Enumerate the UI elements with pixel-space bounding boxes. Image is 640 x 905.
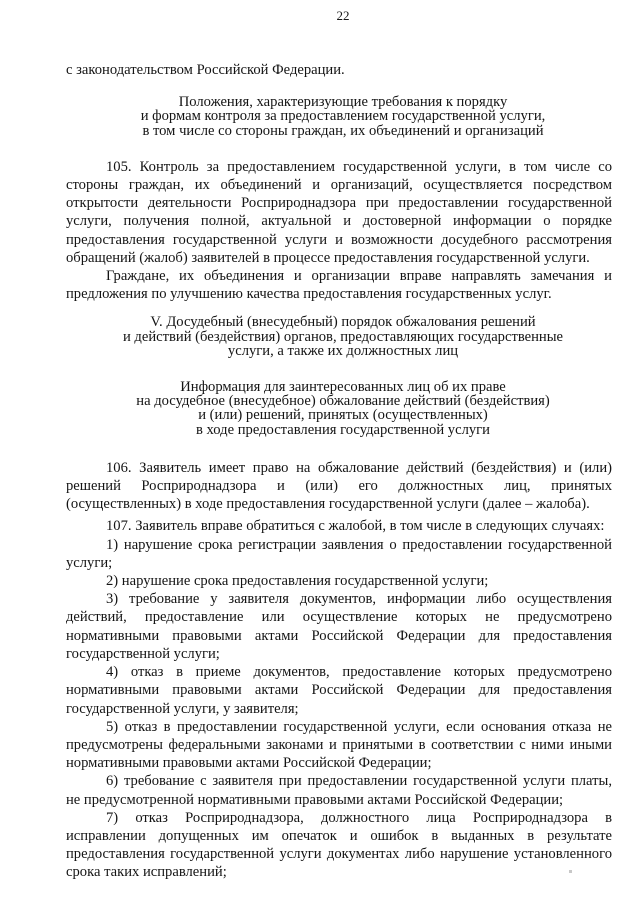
heading-line: и формам контроля за предоставлением государственной услуги,	[140, 108, 546, 125]
list-item: 1) нарушение срока регистрации заявления о предоставлении государственной услуги;	[66, 536, 612, 571]
appeal-cases-list	[66, 536, 612, 882]
list-item: 4) отказ в приеме документов, предоставление которых предусмотрено нормативными правовыми актами Российской Федерации для предоставления государственной услуги, у заявителя;	[66, 664, 612, 717]
scan-artifact	[569, 870, 572, 873]
heading-line: на досудебное (внесудебное) обжалование действий (бездействия)	[136, 393, 550, 410]
heading-line: Положения, характеризующие требования к порядку	[178, 94, 508, 111]
heading-line: услуги, а также их должностных лиц	[227, 342, 459, 359]
heading-control-requirements	[66, 95, 612, 138]
list-item: 5) отказ в предоставлении государственной услуги, если основания отказа не предусмотрены федеральными законами и принятыми в соответствии с ними иными нормативными правовыми актами Российской Федерации;	[66, 718, 612, 772]
list-item: 2) нарушение срока предоставления государственной услуги;	[106, 573, 489, 590]
paragraph-107: 107. Заявитель вправе обратиться с жалобой, в том числе в следующих случаях:	[106, 518, 605, 535]
heading-line: и (или) решений, принятых (осуществленных)	[198, 407, 488, 424]
list-item: 6) требование с заявителя при предоставлении государственной услуги платы, не предусмотренной нормативными правовыми актами Российской Федерации;	[66, 773, 612, 808]
continuation-text: с законодательством Российской Федерации.	[66, 62, 345, 78]
paragraph-105: 105. Контроль за предоставлением государственной услуги, в том числе со стороны граждан, их объединений и организаций, осуществляется посредством открытости деятельности Росприроднадзора при предоставлении государственной услуги, получения полной, актуальной и достоверной информации о порядке предоставления государственной услуги и возможности досудебного рассмотрения обращений (жалоб) заявителей в процессе предоставления государственной услуги.	[66, 158, 612, 266]
paragraph-citizens: Граждане, их объединения и организации вправе направлять замечания и предложения по улучшению качества предоставления государственных услуг.	[66, 268, 612, 303]
heading-section-v	[66, 315, 612, 358]
heading-line: V. Досудебный (внесудебный) порядок обжалования решений	[150, 314, 536, 331]
heading-line: в ходе предоставления государственной услуги	[196, 421, 490, 438]
heading-line: в том числе со стороны граждан, их объединений и организаций	[142, 122, 544, 139]
heading-line: и действий (бездействия) органов, предоставляющих государственные	[122, 328, 564, 345]
list-item: 3) требование у заявителя документов, информации либо осуществления действий, предоставление или осуществление которых не предусмотрено нормативными правовыми актами Российской Федерации для предоставления государственной услуги;	[66, 591, 612, 662]
heading-appeal-information	[66, 380, 612, 437]
paragraph-106: 106. Заявитель имеет право на обжалование действий (бездействия) и (или) решений Росприроднадзора и (или) его должностных лиц, принятых (осуществленных) в ходе предоставления государственной услуги (далее – жалоба).	[66, 459, 612, 513]
list-item: 7) отказ Росприроднадзора, должностного лица Росприроднадзора в исправлении допущенных им опечаток и ошибок в выданных в результате предоставления государственной услуги документах либо нарушение установленного срока таких исправлений;	[66, 809, 612, 881]
heading-line: Информация для заинтересованных лиц об их праве	[180, 379, 506, 396]
page-number: 22	[336, 8, 350, 23]
